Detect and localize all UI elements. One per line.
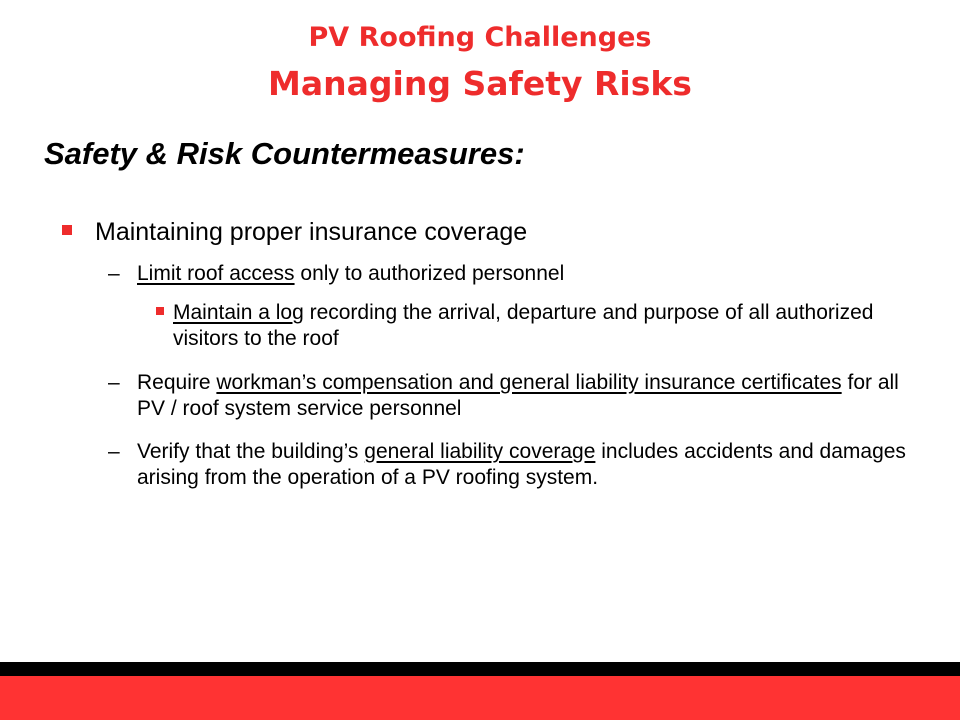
dash-marker: – (108, 262, 120, 285)
footer-black-bar (0, 662, 960, 676)
dash-marker: – (108, 371, 120, 394)
sub-item-text (137, 261, 907, 287)
footer-red-bar (0, 676, 960, 720)
plain-text: for all PV / roof system service personnel (137, 371, 899, 420)
slide-subtitle: Managing Safety Risks (268, 64, 692, 103)
square-bullet-icon (156, 307, 164, 315)
section-heading: Safety & Risk Countermeasures: (44, 136, 525, 171)
sub-sub-item-text (173, 300, 913, 352)
plain-text: Verify that the building’s (137, 440, 365, 463)
plain-text: Require (137, 371, 217, 394)
underlined-text: Maintain a log (173, 301, 304, 324)
plain-text: only to authorized personnel (294, 262, 565, 285)
sub-item-text (137, 439, 907, 491)
square-bullet-icon (62, 225, 72, 235)
plain-text: includes accidents and damages arising from the operation of a PV roofing system. (137, 440, 906, 489)
sub-item-text (137, 370, 907, 422)
bullet-text: Maintaining proper insurance coverage (95, 218, 528, 246)
slide-title: PV Roofing Challenges (308, 22, 652, 53)
underlined-text: workman’s compensation and general liability insurance certificates (216, 371, 842, 394)
underlined-text: general liability coverage (364, 440, 596, 463)
underlined-text: Limit roof access (137, 262, 295, 285)
plain-text: recording the arrival, departure and purpose of all authorized visitors to the roof (173, 301, 874, 350)
dash-marker: – (108, 440, 120, 463)
